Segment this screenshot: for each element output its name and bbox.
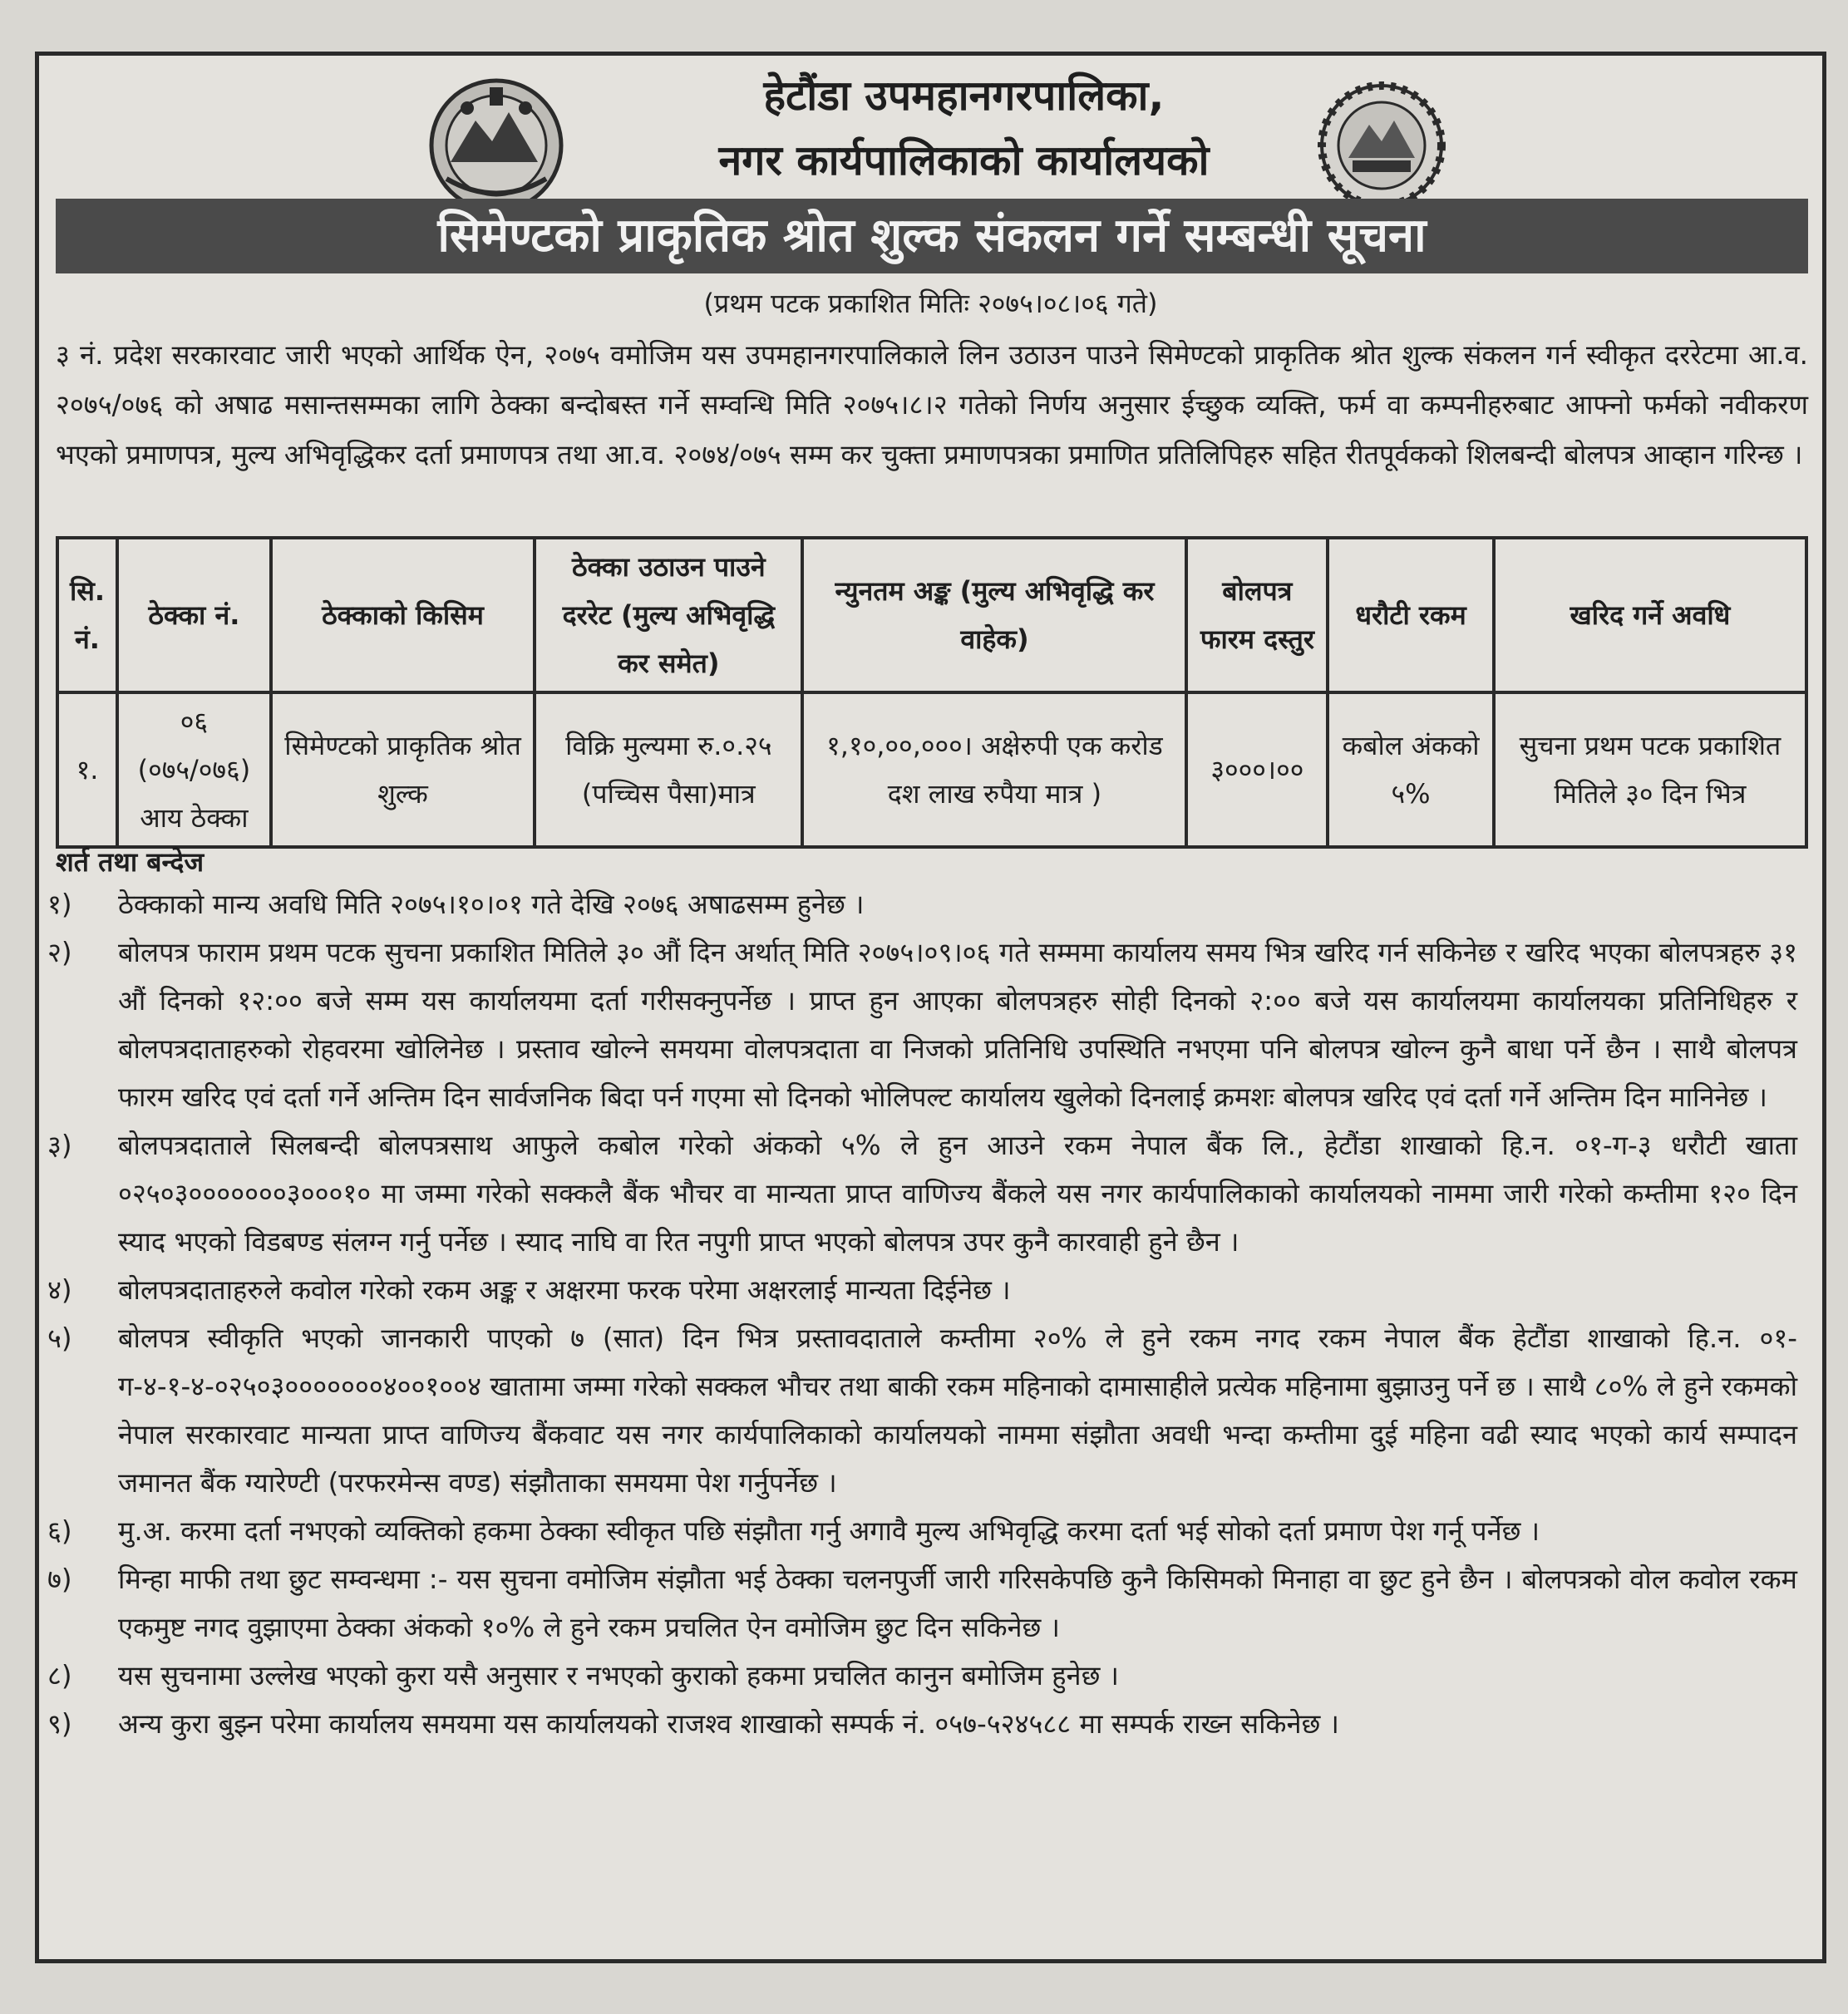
table-header-row (57, 538, 1806, 692)
condition-number: ९) (47, 1708, 72, 1740)
condition-item (39, 928, 1814, 1121)
header-purchase-period: खरिद गर्ने अवधि (1494, 538, 1806, 692)
condition-number: १) (47, 889, 72, 920)
org-name-line-2: नगर कार्यपालिकाको कार्यालयको (718, 136, 1210, 185)
municipality-logo-icon (1290, 79, 1473, 212)
condition-item (39, 880, 1814, 928)
cell-contract-type: सिमेण्टको प्राकृतिक श्रोत शुल्क (271, 692, 535, 847)
condition-item (39, 1507, 1814, 1555)
cell-purchase-period: सुचना प्रथम पटक प्रकाशित मितिले ३० दिन भित्र (1494, 692, 1806, 847)
condition-number: ८) (47, 1660, 72, 1691)
condition-text: बोलपत्र स्वीकृति भएको जानकारी पाएको ७ (सात) दिन भित्र प्रस्तावदाताले कम्तीमा २०% ले हुने रकम नगद रकम नेपाल बैंक हेटौंडा शाखाको हि.न. ०१-ग-४-१-४-०२५०३०००००००४००१००४ खातामा जम्मा गरेको सक्कल भौचर तथा बाकी रकम महिनाको दामासाहीले प्रत्येक महिनामा बुझाउनु पर्ने छ । साथै ८०% ले हुने रकमको नेपाल सरकारवाट मान्यता प्राप्त वाणिज्य बैंकवाट यस नगर कार्यपालिकाको कार्यालयको नाममा संझौता अवधी भन्दा कम्तीमा दुई महिना वढी स्याद भएको कार्य सम्पादन जमानत बैंक ग्यारेण्टी (परफरमेन्स वण्ड) संझौताका समयमा पेश गर्नुपर्नेछ । (118, 1322, 1797, 1499)
header-contract-type: ठेक्काको किसिम (271, 538, 535, 692)
cell-deposit: कबोल अंकको ५% (1328, 692, 1494, 847)
condition-text: बोलपत्र फाराम प्रथम पटक सुचना प्रकाशित मितिले ३० औं दिन अर्थात् मिति २०७५।०९।०६ गते सम्ममा कार्यालय समय भित्र खरिद गर्न सकिनेछ र खरिद भएका बोलपत्रहरु ३१ औं दिनको १२:०० बजे सम्म यस कार्यालयमा दर्ता गरीसक्नुपर्नेछ । प्राप्त हुन आएका बोलपत्रहरु सोही दिनको २:०० बजे यस कार्यालयमा कार्यालयका प्रतिनिधिहरु र बोलपत्रदाताहरुको रोहवरमा खोलिनेछ । प्रस्ताव खोल्ने समयमा वोलपत्रदाता वा निजको प्रतिनिधि उपस्थिति नभएमा पनि बोलपत्र खोल्न कुनै बाधा पर्ने छैन । साथै बोलपत्र फारम खरिद एवं दर्ता गर्ने अन्तिम दिन सार्वजनिक बिदा पर्न गएमा सो दिनको भोलिपल्ट कार्यालय खुलेको दिनलाई क्रमशः बोलपत्र खरिद एवं दर्ता गर्ने अन्तिम दिन मानिनेछ । (118, 937, 1797, 1113)
condition-text: अन्य कुरा बुझ्न परेमा कार्यालय समयमा यस कार्यालयको राजश्व शाखाको सम्पर्क नं. ०५७-५२४५८८ मा सम्पर्क राख्न सकिनेछ । (118, 1708, 1339, 1740)
cell-serial: १. (57, 692, 117, 847)
tender-table (56, 536, 1808, 849)
condition-text: बोलपत्रदाताहरुले कवोल गरेको रकम अङ्क र अक्षरमा फरक परेमा अक्षरलाई मान्यता दिईनेछ । (118, 1274, 1011, 1306)
condition-text: ठेक्काको मान्य अवधि मिति २०७५।१०।०१ गते देखि २०७६ अषाढसम्म हुनेछ । (118, 889, 865, 920)
header-rate: ठेक्का उठाउन पाउने दररेट (मुल्य अभिवृद्धि कर समेत) (535, 538, 802, 692)
notice-title: सिमेण्टको प्राकृतिक श्रोत शुल्क संकलन गर्ने सम्बन्धी सूचना (56, 199, 1808, 273)
notice-frame (35, 52, 1826, 1963)
org-name-line-1: हेटौंडा उपमहानगरपालिका, (763, 71, 1165, 120)
header-deposit: धरौटी रकम (1328, 538, 1494, 692)
condition-item (39, 1266, 1814, 1314)
condition-number: ५) (47, 1322, 72, 1354)
header-minimum-amount: न्युनतम अङ्क (मुल्य अभिवृद्धि कर वाहेक) (802, 538, 1186, 692)
condition-number: ३) (47, 1130, 72, 1161)
header-serial: सि. नं. (57, 538, 117, 692)
table-row (57, 692, 1806, 847)
published-date: (प्रथम पटक प्रकाशित मितिः २०७५।०८।०६ गते) (703, 288, 1158, 319)
cell-contract-no: ०६ (०७५/०७६) आय ठेक्का (117, 692, 271, 847)
header-contract-no: ठेक्का नं. (117, 538, 271, 692)
conditions-title: शर्त तथा बन्देज (56, 846, 205, 878)
condition-item (39, 1314, 1814, 1507)
condition-number: २) (47, 937, 72, 968)
condition-item (39, 1121, 1814, 1266)
notice-header (39, 56, 1822, 193)
condition-number: ७) (47, 1563, 72, 1595)
condition-text: यस सुचनामा उल्लेख भएको कुरा यसै अनुसार र नभएको कुराको हकमा प्रचलित कानुन बमोजिम हुनेछ । (118, 1660, 1119, 1691)
condition-number: ६) (47, 1515, 72, 1547)
cell-form-fee: ३०००।०० (1186, 692, 1328, 847)
intro-paragraph: ३ नं. प्रदेश सरकारवाट जारी भएको आर्थिक ऐन, २०७५ वमोजिम यस उपमहानगरपालिकाले लिन उठाउन पाउने सिमेण्टको प्राकृतिक श्रोत शुल्क संकलन गर्न स्वीकृत दररेटमा आ.व. २०७५/०७६ को अषाढ मसान्तसम्मका लागि ठेक्का बन्दोबस्त गर्ने सम्वन्धि मिति २०७५।८।२ गतेको निर्णय अनुसार ईच्छुक व्यक्ति, फर्म वा कम्पनीहरुबाट आफ्नो फर्मको नवीकरण भएको प्रमाणपत्र, मुल्य अभिवृद्धिकर दर्ता प्रमाणपत्र तथा आ.व. २०७४/०७५ सम्म कर चुक्ता प्रमाणपत्रका प्रमाणित प्रतिलिपिहरु सहित रीतपूर्वकको शिलबन्दी बोलपत्र आव्हान गरिन्छ । (56, 339, 1808, 470)
header-form-fee: बोलपत्र फारम दस्तुर (1186, 538, 1328, 692)
condition-number: ४) (47, 1274, 72, 1306)
condition-item (39, 1555, 1814, 1652)
condition-item (39, 1652, 1814, 1700)
cell-minimum-amount: १,१०,००,०००। अक्षेरुपी एक करोड दश लाख रुपैया मात्र ) (802, 692, 1186, 847)
condition-item (39, 1700, 1814, 1748)
cell-rate: विक्रि मुल्यमा रु.०.२५ (पच्चिस पैसा)मात्र (535, 692, 802, 847)
condition-text: बोलपत्रदाताले सिलबन्दी बोलपत्रसाथ आफुले कबोल गरेको अंकको ५% ले हुन आउने रकम नेपाल बैंक लि., हेटौंडा शाखाको हि.न. ०१-ग-३ धरौटी खाता ०२५०३०००००००३०००१० मा जम्मा गरेको सक्कलै बैंक भौचर वा मान्यता प्राप्त वाणिज्य बैंकले यस नगर कार्यपालिकाको कार्यालयको नाममा जारी गरेको कम्तीमा १२० दिन स्याद भएको विडबण्ड संलग्न गर्नु पर्नेछ । स्याद नाघि वा रित नपुगी प्राप्त भएको बोलपत्र उपर कुनै कारवाही हुने छैन । (118, 1130, 1797, 1258)
condition-text: मिन्हा माफी तथा छुट सम्वन्धमा :- यस सुचना वमोजिम संझौता भई ठेक्का चलनपुर्जी जारी गरिसकेपछि कुनै किसिमको मिनाहा वा छुट हुने छैन । बोलपत्रको वोल कवोल रकम एकमुष्ट नगद वुझाएमा ठेक्का अंकको १०% ले हुने रकम प्रचलित ऐन वमोजिम छुट दिन सकिनेछ । (118, 1563, 1797, 1643)
conditions-list (39, 880, 1814, 1748)
condition-text: मु.अ. करमा दर्ता नभएको व्यक्तिको हकमा ठेक्का स्वीकृत पछि संझौता गर्नु अगावै मुल्य अभिवृद्धि करमा दर्ता भई सोको दर्ता प्रमाण पेश गर्नू पर्नेछ । (118, 1515, 1540, 1547)
